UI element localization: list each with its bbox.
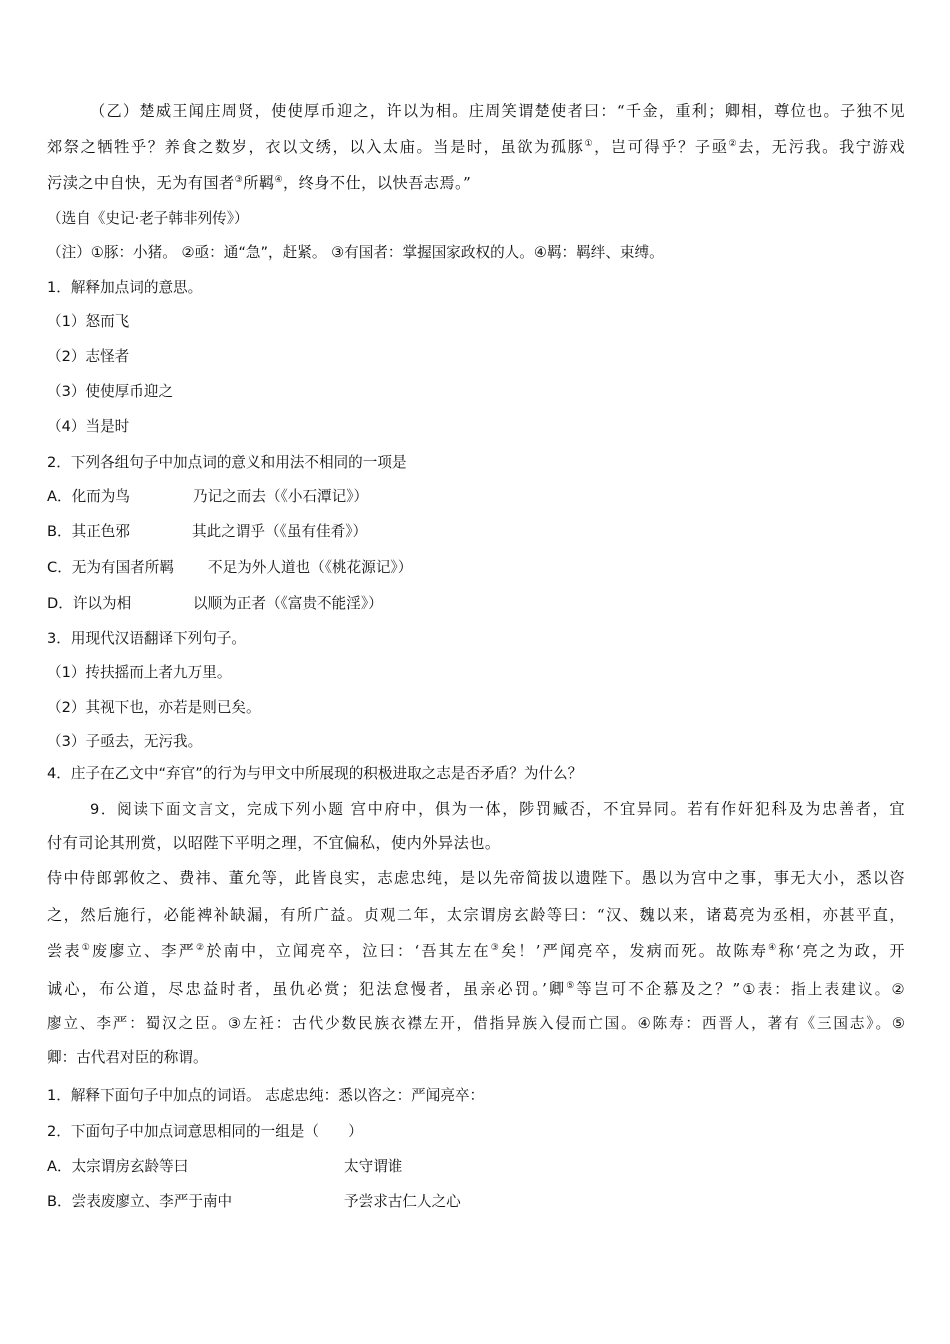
question-3-title: 3．用现代汉语翻译下列句子。 xyxy=(47,630,247,647)
question-2-option-c: C．无为有国者所羁 不足为外人道也（《桃花源记》） xyxy=(47,559,413,576)
passage-source: （选自《史记·老子韩非列传》） xyxy=(47,210,249,227)
question-3-item: （3）子亟去，无污我。 xyxy=(47,733,203,750)
passage-yi-line-2: 郊祭之牺牲乎？养食之数岁，衣以文绣，以入太庙。当是时，虽欲为孤豚①，岂可得乎？子亟②去，无污我。我宁游戏 xyxy=(47,138,905,156)
passage-9-line-6: 诚心，布公道，尽忠益时者，虽仇必赏；犯法怠慢者，虽亲必罚。’卿⑤等岂可不企慕及之？”①表：指上表建议。② xyxy=(47,980,905,998)
question-9-2-option-b: B．尝表废廖立、李严于南中 予尝求古仁人之心 xyxy=(47,1193,461,1210)
question-1-item: （2）志怪者 xyxy=(47,348,130,365)
question-1-title: 1．解释加点词的意思。 xyxy=(47,279,203,296)
question-9-1-title: 1．解释下面句子中加点的词语。 志虑忠纯：悉以咨之：严闻亮卒： xyxy=(47,1087,485,1104)
question-2-option-a: A．化而为鸟 乃记之而去（《小石潭记》） xyxy=(47,488,369,505)
passage-9-line-1: 9．阅读下面文言文，完成下列小题 宫中府中，俱为一体，陟罚臧否，不宜异同。若有作奸犯科及为忠善者，宜 xyxy=(90,800,906,818)
question-2-option-b: B．其正色邪 其此之谓乎（《虽有佳肴》） xyxy=(47,523,368,540)
question-1-item: （1）怒而飞 xyxy=(47,313,130,330)
passage-yi-line-3: 污渎之中自快，无为有国者③所羁④，终身不仕，以快吾志焉。” xyxy=(47,174,472,192)
question-9-2-title: 2．下面句子中加点词意思相同的一组是（ ） xyxy=(47,1123,363,1140)
passage-9-line-3: 侍中侍郎郭攸之、费祎、董允等，此皆良实，志虑忠纯，是以先帝简拔以遗陛下。愚以为宫中之事，事无大小，悉以咨 xyxy=(47,869,905,887)
passage-9-line-8: 卿：古代君对臣的称谓。 xyxy=(47,1049,208,1066)
question-2-title: 2．下列各组句子中加点词的意义和用法不相同的一项是 xyxy=(47,454,407,471)
question-1-item: （4）当是时 xyxy=(47,418,130,435)
question-1-item: （3）使使厚币迎之 xyxy=(47,383,174,400)
passage-9-line-7: 廖立、李严：蜀汉之臣。③左衽：古代少数民族衣襟左开，借指异族入侵而亡国。④陈寿：西晋人，著有《三国志》。⑤ xyxy=(47,1015,905,1032)
question-9-2-option-a: A．太宗谓房玄龄等曰 太守谓谁 xyxy=(47,1158,403,1175)
passage-9-line-4: 之，然后施行，必能裨补缺漏，有所广益。贞观二年，太宗谓房玄龄等曰：“汉、魏以来，诸葛亮为丞相，亦甚平直， xyxy=(47,906,905,924)
passage-notes: （注）①豚：小猪。 ②亟：通“急”，赶紧。 ③有国者：掌握国家政权的人。④羁：羁绊、束缚。 xyxy=(47,244,664,261)
question-4-title: 4．庄子在乙文中“弃官”的行为与甲文中所展现的积极进取之志是否矛盾？为什么？ xyxy=(47,765,583,782)
question-2-option-d: D．许以为相 以顺为正者（《富贵不能淫》） xyxy=(47,595,383,612)
passage-yi-line-1: （乙）楚威王闻庄周贤，使使厚币迎之，许以为相。庄周笑谓楚使者曰：“千金，重利；卿相，尊位也。子独不见 xyxy=(90,102,905,120)
passage-9-line-5: 尝表①废廖立、李严②於南中，立闻亮卒，泣曰：‘吾其左在③矣！’严闻亮卒，发病而死。故陈寿④称‘亮之为政，开 xyxy=(47,942,905,960)
passage-9-line-2: 付有司论其刑赏，以昭陛下平明之理，不宜偏私，使内外异法也。 xyxy=(47,834,501,852)
question-3-item: （2）其视下也，亦若是则已矣。 xyxy=(47,699,261,716)
question-3-item: （1）抟扶摇而上者九万里。 xyxy=(47,664,232,681)
